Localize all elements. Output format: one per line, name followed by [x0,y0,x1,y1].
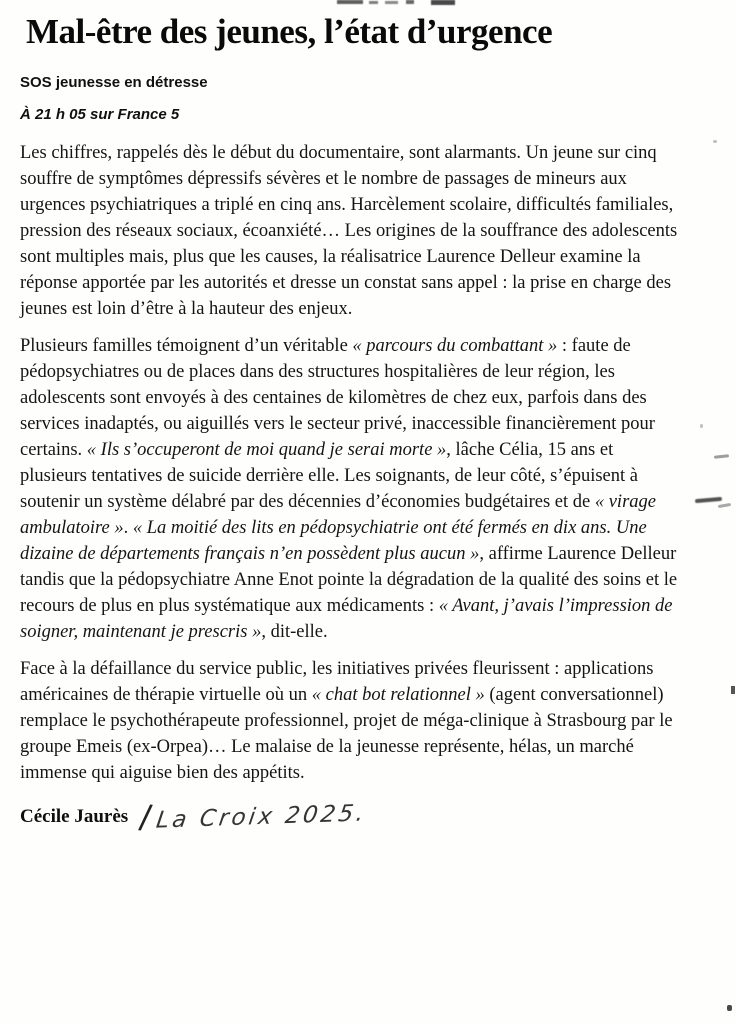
broadcast-info: À 21 h 05 sur France 5 [20,106,180,123]
byline: Cécile Jaurès [20,806,129,827]
text-run: Les chiffres, rappelés dès le début du documentaire, sont alarmants. Un jeune sur cinq souffre de symptômes dépressifs sévères et le nombre de passages de mineurs aux urgences psychiatriques a triplé en cinq ans. Harcèlement scolaire, difficultés familiales, pression des réseaux sociaux, écoanxiété… Les origines de la souffrance des adolescents sont multiples mais, plus que les causes, la réalisatrice Laurence Delleur examine la réponse apportée par les autorités et dresse un constat sans appel : la prise en charge des jeunes est loin d’être à la hauteur des enjeux. [20,143,678,319]
text-run: , lâche Célia, 15 ans et plusieurs tentatives de suicide derrière elle. Les soignants, de leur côté, s’épuisent à soutenir un système délabré par des décennies d’économies budgétaires et de [20,440,638,512]
text-run: , affirme Laurence Delleur tandis que la pédopsychiatre Anne Enot pointe la dégradation de la qualité des soins et le recours de plus en plus systématique aux médicaments : [20,544,678,616]
scan-artifact [385,1,398,4]
scan-artifact [700,424,703,428]
text-run: Plusieurs familles témoignent d’un véritable [20,336,353,356]
scan-artifact [406,0,414,4]
scan-artifact [337,0,363,4]
paragraph [20,140,682,322]
text-run: Face à la défaillance du service public, les initiatives privées fleurissent : applications américaines de thérapie virtuelle où un [20,659,654,705]
text-run: : faute de pédopsychiatres ou de places dans des structures hospitalières de leur région, les adolescents sont envoyés à des centaines de kilomètres de chez eux, parfois dans des services inadaptés, ou aiguillés vers le secteur privé, inaccessible financièrement pour certains. [20,336,655,460]
scan-artifact [731,686,735,694]
handwritten-note: La Croix 2025. [154,800,369,834]
text-run: « Ils s’occuperont de moi quand je serai morte » [86,440,447,460]
scan-artifact [727,1005,732,1011]
scan-artifact [713,140,717,143]
scan-artifact [369,1,378,4]
text-run: , dit-elle. [261,622,328,642]
text-run: « La moitié des lits en pédopsychiatrie ont été fermés en dix ans. Une dizaine de départements français n’en possèdent plus aucun » [20,518,647,564]
text-run: « virage ambulatoire » [20,492,656,538]
text-run: (agent conversationnel) remplace le psychothérapeute professionnel, projet de méga-clinique à Strasbourg par le groupe Emeis (ex-Orpea)… Le malaise de la jeunesse représente, hélas, un marché immense qui aiguise bien des appétits. [20,685,673,783]
article-title: Mal-être des jeunes, l’état d’urgence [26,12,553,51]
byline-row [20,797,700,836]
paragraph [20,333,682,645]
article-kicker: SOS jeunesse en détresse [20,74,208,91]
text-run: « chat bot relationnel » [311,685,485,705]
paragraph [20,656,682,786]
text-run: « parcours du combattant » [352,336,558,356]
text-run: . [123,518,133,538]
scan-artifact [431,0,455,5]
handwritten-slash: / [137,796,154,837]
article-body [20,140,682,786]
text-run: « Avant, j’avais l’impression de soigner, maintenant je prescris » [20,596,673,642]
